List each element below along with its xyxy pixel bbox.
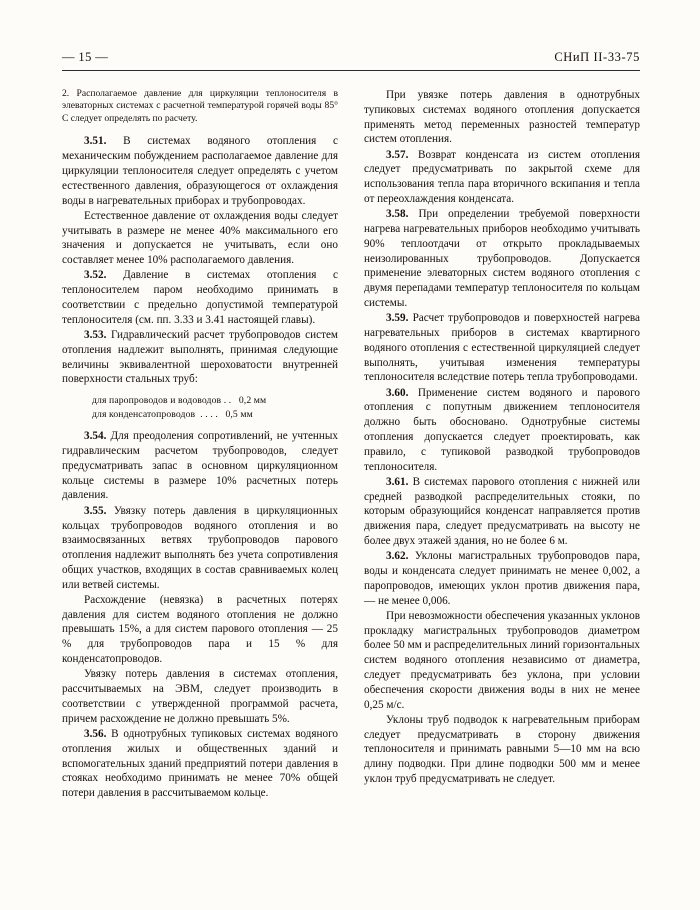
paragraph-text: Уклоны магистральных трубопроводов пара, воды и конденсата следует принимать не менее 0,002, а паропроводов, имеющих уклон против движения пара, — не менее 0,006.: [364, 550, 640, 607]
paragraph: [62, 268, 338, 327]
paragraph-text: При невозможности обеспечения указанных уклонов прокладку магистральных трубопроводов диаметром более 50 мм и распределительных линий горизонтальных систем водяного отопления независимо от диаметра, следует предусматривать без уклона, при условии обеспечения скорости движения воды в них не менее 0,25 м/с.: [364, 609, 640, 711]
paragraph-text: При увязке потерь давления в однотрубных тупиковых системах водяного отопления допускается применять метод переменных разностей температур систем отопления.: [364, 89, 640, 146]
paragraph-number: 3.62.: [386, 550, 409, 563]
paragraph-number: 3.55.: [84, 504, 107, 517]
paragraph-text: Давление в системах отопления с теплоносителем паром необходимо принимать в соответствии с предельно допустимой температурой теплоносителя (см. пп. 3.33 и 3.41 настоящей главы).: [62, 269, 339, 326]
paragraph-number: 3.57.: [386, 148, 409, 161]
footnote-note-2: 2. Располагаемое давление для циркуляции теплоносителя в элеваторных системах с расчетной температурой горячей воды 85° С следует определять по расчету.: [62, 88, 338, 124]
spec-line: для паропроводов и водоводов . . 0,2 мм: [92, 395, 267, 407]
paragraph-number: 3.52.: [84, 269, 107, 282]
paragraph-text: Возврат конденсата из систем отопления следует предусматривать по закрытой схеме для использования тепла пара вторичного вскипания и тепла от переохлаждения конденсата.: [364, 148, 641, 205]
right-column: [364, 88, 640, 888]
paragraph-number: 3.53.: [84, 329, 107, 342]
paragraph: [364, 386, 640, 475]
paragraph-number: 3.61.: [386, 475, 409, 488]
paragraph: [62, 429, 338, 503]
paragraph: [62, 593, 338, 667]
paragraph-text: В системах парового отопления с нижней или средней разводкой распределительных стояки, по которым образующийся конденсат направляется против движения пара, следует предусматривать на высоту не более двух этажей здания, но не более 6 м.: [364, 475, 640, 547]
paragraph: [364, 713, 640, 787]
paragraph: [364, 475, 640, 549]
page-number: — 15 —: [62, 50, 109, 64]
paragraph: [62, 209, 338, 268]
paragraph-text: Применение систем водяного и парового отопления с попутным движением теплоносителя должно быть обосновано. Однотрубные системы отопления допускается следует проектировать, как правило, с тупиковой разводкой трубопроводов теплоносителя.: [364, 386, 640, 473]
document-code: СНиП II-33-75: [554, 50, 640, 64]
paragraph-text: Уклоны труб подводок к нагревательным приборам следует предусматривать в сторону движения теплоносителя и принимать равными 5—10 мм на всю длину подводки. При длине подводки 500 мм и менее уклон труб предусматривать не следует.: [364, 713, 640, 785]
page-header: [62, 50, 640, 65]
paragraph-text: В системах водяного отопления с механическим побуждением располагаемое давление для циркуляции теплоносителя следует определять с учетом естественного давления, образующегося от охлаждения воды в нагревательных приборах и трубопроводах.: [62, 135, 339, 207]
paragraph: [364, 148, 640, 207]
two-column-body: [62, 88, 640, 888]
paragraph: [364, 609, 640, 712]
roughness-spec-list: [62, 394, 338, 422]
paragraph-number: 3.54.: [84, 430, 107, 443]
paragraph-text: Гидравлический расчет трубопроводов систем отопления надлежит выполнять, принимая следующие величины эквивалентной шероховатости внутренней поверхности стальных труб:: [62, 329, 339, 386]
paragraph-text: Естественное давление от охлаждения воды следует учитывать в размере не менее 40% максимального его значения и допускается не учитывать, если оно составляет менее 10% располагаемого давления.: [62, 209, 338, 267]
paragraph: [62, 667, 338, 726]
paragraph-text: Увязку потерь давления в циркуляционных кольцах трубопроводов водяного отопления и во взаимосвязанных ветвях трубопроводов парового отопления надлежит выполнять без учета сопротивления общих участков, входящих в состав сравниваемых колец или ветвей системы.: [62, 504, 338, 591]
paragraph: [62, 727, 338, 801]
paragraph-number: 3.58.: [386, 208, 409, 221]
paragraph: [62, 134, 338, 208]
spec-line: для конденсатопроводов . . . . 0,5 мм: [92, 409, 253, 421]
paragraph: [364, 311, 640, 385]
paragraph-number: 3.60.: [386, 386, 409, 399]
paragraph-number: 3.59.: [386, 312, 409, 325]
paragraph-text: Расчет трубопроводов и поверхностей нагрева нагревательных приборов в системах квартирного водяного отопления с естественной циркуляцией следует выполнять, учитывая изменения температуры теплоносителя вследствие потерь тепла трубопроводами.: [364, 312, 641, 384]
paragraph: [62, 328, 338, 387]
header-divider: [62, 70, 640, 71]
paragraph-text: Для преодоления сопротивлений, не учтенных гидравлическим расчетом трубопроводов, следует предусматривать запас в основном циркуляционном кольце системы в размере 10% расчетных потерь давления.: [62, 430, 338, 502]
paragraph-text: В однотрубных тупиковых системах водяного отопления жилых и общественных зданий и вспомогательных зданий предприятий потери давления в стояках необходимо принимать не менее 70% общей потери давления в рассчитываемом кольце.: [62, 727, 338, 800]
paragraph: [364, 549, 640, 608]
paragraph: [364, 207, 640, 310]
left-column: [62, 88, 338, 888]
paragraph-text: Увязку потерь давления в системах отопления, рассчитываемых на ЭВМ, следует производить в соответствии с утвержденной программой расчета, причем расхождение не должно превышать 5%.: [62, 668, 338, 725]
paragraph-number: 3.51.: [84, 135, 107, 148]
paragraph-number: 3.56.: [84, 727, 107, 740]
paragraph-text: При определении требуемой поверхности нагрева нагревательных приборов необходимо учитывать 90% теплоотдачи от открыто прокладываемых неизолированных трубопроводов. Допускается применение элеваторных систем водяного отопления с двумя перепадами температур теплоносителя по кольцам системы.: [364, 208, 640, 309]
paragraph: [62, 504, 338, 593]
paragraph: [364, 88, 640, 147]
paragraph-text: Расхождение (невязка) в расчетных потерях давления для систем водяного отопления не должно превышать 15%, а для систем парового отопления — 25 % для трубопроводов пара и 15 % для конденсатопроводов.: [62, 593, 338, 666]
